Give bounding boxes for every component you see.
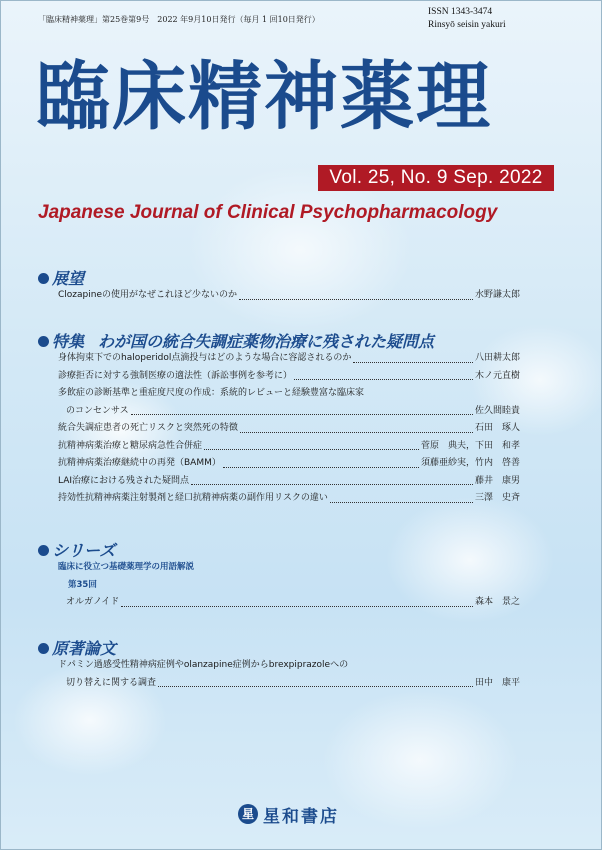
section-head-series: シリーズ bbox=[38, 538, 115, 561]
volume-badge: Vol. 25, No. 9 Sep. 2022 bbox=[318, 165, 554, 191]
toc-entry[interactable]: 持効性抗精神病薬注射製剤と経口抗精神病薬の副作用リスクの違い 三澤 史斉 bbox=[58, 493, 520, 503]
toc-entry[interactable]: 身体拘束下でのhaloperidol点滴投与はどのような場合に容認されるのか 八田耕太郎 bbox=[58, 353, 520, 363]
toc-entry[interactable]: 抗精神病薬治療継続中の再発（BAMM） 須藤亜紗実，竹内 啓善 bbox=[58, 458, 520, 468]
issn: ISSN 1343-3474 bbox=[428, 7, 493, 17]
section-head-tokushu: 特集 わが国の統合失調症薬物治療に残された疑問点 bbox=[38, 329, 434, 352]
genchou-entries bbox=[58, 657, 520, 692]
tokushu-theme: わが国の統合失調症薬物治療に残された疑問点 bbox=[98, 332, 435, 351]
publisher-name: 星和書店 bbox=[263, 806, 339, 827]
toc-entry[interactable]: 切り替えに関する調査 田中 康平 bbox=[66, 677, 520, 688]
toc-entry[interactable]: LAI治療における残された疑問点 藤井 康男 bbox=[58, 475, 520, 486]
publisher-logo-icon: 星 bbox=[238, 804, 258, 824]
bullet-icon bbox=[38, 545, 49, 556]
toc-entry[interactable]: 統合失調症患者の死亡リスクと突然死の特徴 石田 琢人 bbox=[58, 423, 520, 433]
journal-title-en: Japanese Journal of Clinical Psychopharmacology bbox=[38, 202, 498, 223]
toc-entry[interactable]: Clozapineの使用がなぜこれほど少ないのか 水野謙太郎 bbox=[58, 290, 520, 300]
bullet-icon bbox=[38, 336, 49, 347]
toc-entry[interactable]: オルガノイド 森本 景之 bbox=[66, 597, 520, 607]
romaji-title: Rinsyō seisin yakuri bbox=[428, 20, 506, 30]
toc-entry[interactable]: ドパミン過感受性精神病症例やolanzapine症例からbrexpiprazoleへの bbox=[58, 660, 349, 670]
issue-info: 「臨床精神薬理」第25巻第9号 2022 年9月10日発行（毎月 1 回10日発行） bbox=[38, 15, 320, 24]
section-head-genchou: 原著論文 bbox=[38, 636, 116, 659]
series-subtitle: 臨床に役立つ基礎薬理学の用語解説 bbox=[58, 562, 195, 572]
series-entries bbox=[58, 594, 520, 612]
toc-entry[interactable]: 抗精神病薬治療と糖尿病急性合併症 菅原 典夫，下田 和孝 bbox=[58, 440, 520, 451]
journal-title-jp: 臨床精神薬理 bbox=[36, 54, 492, 140]
toc-entry[interactable]: 多飲症の診断基準と重症度尺度の作成：系統的レビューと経験豊富な臨床家 bbox=[58, 388, 365, 398]
toc-entry[interactable]: 診療拒否に対する強制医療の適法性（訴訟事例を参考に） 木ノ元直樹 bbox=[58, 370, 520, 381]
tenbou-entries bbox=[58, 287, 520, 305]
bullet-icon bbox=[38, 273, 49, 284]
series-number: 第35回 bbox=[68, 580, 97, 590]
bullet-icon bbox=[38, 643, 49, 654]
toc-entry[interactable]: のコンセンサス 佐久間睦貴 bbox=[66, 405, 520, 416]
tokushu-entries bbox=[58, 350, 520, 508]
section-head-tenbou: 展望 bbox=[38, 266, 84, 289]
issn-block bbox=[428, 6, 506, 32]
publisher bbox=[238, 802, 339, 826]
